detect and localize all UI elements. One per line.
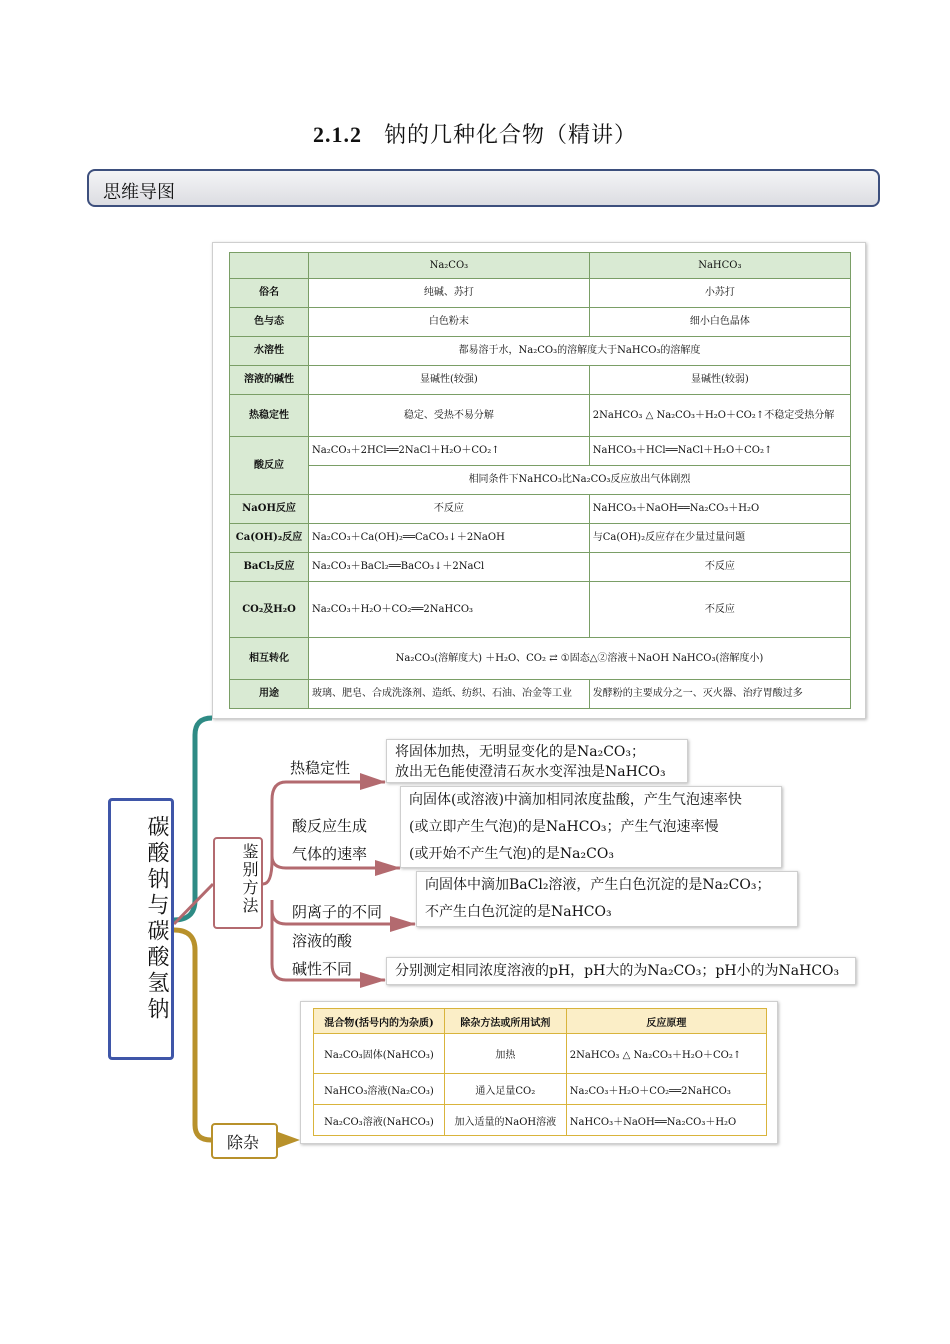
- table-cell: 显碱性(较强): [309, 366, 590, 395]
- table-cell: 通入足量CO₂: [444, 1074, 566, 1105]
- row-header: 热稳定性: [230, 395, 309, 437]
- table-cell: 发酵粉的主要成分之一、灭火器、治疗胃酸过多: [589, 680, 850, 709]
- method-label: 碱性不同: [292, 960, 353, 978]
- description-line: (或开始不产生气泡)的是Na₂CO₃: [409, 846, 614, 862]
- branch-identification: 鉴别方法: [213, 837, 263, 929]
- row-header: 溶液的碱性: [230, 366, 309, 395]
- method-label: 阴离子的不同: [292, 903, 383, 921]
- page-title: 2.1.2 钠的几种化合物（精讲）: [312, 122, 637, 148]
- description-line: (或立即产生气泡)的是NaHCO₃；产生气泡速率慢: [409, 819, 719, 835]
- table-cell: 白色粉末: [309, 308, 590, 337]
- method-description: [416, 871, 798, 927]
- table-cell: Na₂CO₃＋H₂O＋CO₂══2NaHCO₃: [566, 1074, 766, 1105]
- section-header: 思维导图: [87, 169, 880, 207]
- table-cell: Na₂CO₃固体(NaHCO₃): [314, 1034, 445, 1074]
- table-cell: 不反应: [589, 582, 850, 638]
- table-cell: 稳定、受热不易分解: [309, 395, 590, 437]
- impurity-table: [313, 1008, 767, 1136]
- table-cell: 不反应: [589, 553, 850, 582]
- row-header: CO₂及H₂O: [230, 582, 309, 638]
- method-label: 气体的速率: [292, 845, 368, 863]
- table-cell: 纯碱、苏打: [309, 279, 590, 308]
- description-line: 放出无色能使澄清石灰水变浑浊是NaHCO₃: [395, 764, 666, 780]
- table-cell: Na₂CO₃＋H₂O＋CO₂══2NaHCO₃: [309, 582, 590, 638]
- method-label: 酸反应生成: [292, 817, 368, 835]
- row-header: BaCl₂反应: [230, 553, 309, 582]
- table-cell: 加热: [444, 1034, 566, 1074]
- row-header: 酸反应: [230, 437, 309, 495]
- method-label: 溶液的酸: [292, 932, 353, 950]
- column-header: NaHCO₃: [589, 253, 850, 279]
- row-header: 用途: [230, 680, 309, 709]
- description-line: 向固体(或溶液)中滴加相同浓度盐酸，产生气泡速率快: [409, 792, 742, 808]
- table-cell: 都易溶于水，Na₂CO₃的溶解度大于NaHCO₃的溶解度: [309, 337, 851, 366]
- table-cell: 细小白色晶体: [589, 308, 850, 337]
- table-cell: NaHCO₃溶液(Na₂CO₃): [314, 1074, 445, 1105]
- row-header: NaOH反应: [230, 495, 309, 524]
- table-cell: 2NaHCO₃ △ Na₂CO₃＋H₂O＋CO₂↑: [566, 1034, 766, 1074]
- description-line: 将固体加热，无明显变化的是Na₂CO₃；: [395, 744, 646, 760]
- row-header: Ca(OH)₂反应: [230, 524, 309, 553]
- table-cell: NaHCO₃＋NaOH══Na₂CO₃＋H₂O: [589, 495, 850, 524]
- method-description: [386, 957, 856, 985]
- table-cell: NaHCO₃＋HCl══NaCl＋H₂O＋CO₂↑: [589, 437, 850, 466]
- table-cell: 加入适量的NaOH溶液: [444, 1105, 566, 1136]
- description-line: 向固体中滴加BaCl₂溶液，产生白色沉淀的是Na₂CO₃；: [425, 877, 771, 893]
- method-description: [400, 786, 782, 868]
- table-cell: 相同条件下NaHCO₃比Na₂CO₃反应放出气体剧烈: [309, 466, 851, 495]
- table-cell: Na₂CO₃(溶解度大) ＋H₂O、CO₂ ⇄ ①固态△②溶液＋NaOH NaHCO₃(溶解度小): [309, 638, 851, 680]
- mindmap-root: 碳酸钠与碳酸氢钠: [108, 798, 174, 1060]
- row-header: 相互转化: [230, 638, 309, 680]
- description-line: 不产生白色沉淀的是NaHCO₃: [425, 904, 612, 920]
- table-cell: 2NaHCO₃ △ Na₂CO₃＋H₂O＋CO₂↑不稳定受热分解: [589, 395, 850, 437]
- method-description: [386, 739, 688, 783]
- column-header: 反应原理: [566, 1009, 766, 1034]
- table-cell: 与Ca(OH)₂反应存在少量过量问题: [589, 524, 850, 553]
- branch-impurity-removal: 除杂: [211, 1123, 278, 1159]
- row-header: 水溶性: [230, 337, 309, 366]
- table-cell: Na₂CO₃＋Ca(OH)₂══CaCO₃↓＋2NaOH: [309, 524, 590, 553]
- table-cell: 不反应: [309, 495, 590, 524]
- table-cell: 小苏打: [589, 279, 850, 308]
- column-header: Na₂CO₃: [309, 253, 590, 279]
- description-line: 分别测定相同浓度溶液的pH，pH大的为Na₂CO₃；pH小的为NaHCO₃: [395, 963, 840, 979]
- impurity-table-card: [300, 1001, 778, 1144]
- table-cell: NaHCO₃＋NaOH══Na₂CO₃＋H₂O: [566, 1105, 766, 1136]
- table-cell: Na₂CO₃溶液(NaHCO₃): [314, 1105, 445, 1136]
- table-cell: 显碱性(较弱): [589, 366, 850, 395]
- row-header: 俗名: [230, 279, 309, 308]
- method-label: 热稳定性: [290, 759, 351, 777]
- table-cell: 玻璃、肥皂、合成洗涤剂、造纸、纺织、石油、冶金等工业: [309, 680, 590, 709]
- column-header: 混合物(括号内的为杂质): [314, 1009, 445, 1034]
- table-cell: Na₂CO₃＋2HCl══2NaCl＋H₂O＋CO₂↑: [309, 437, 590, 466]
- table-cell: Na₂CO₃＋BaCl₂══BaCO₃↓＋2NaCl: [309, 553, 590, 582]
- row-header: 色与态: [230, 308, 309, 337]
- column-header: 除杂方法或所用试剂: [444, 1009, 566, 1034]
